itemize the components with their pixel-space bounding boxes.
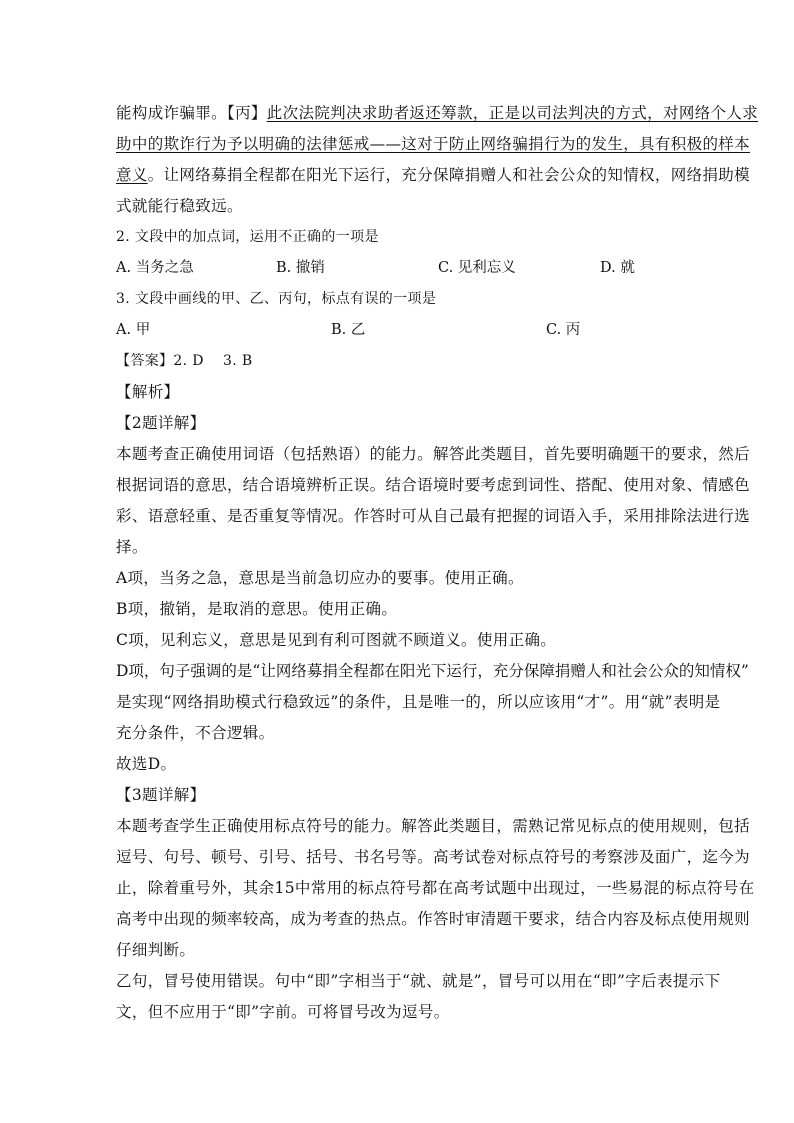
q3-paragraph-line: 止，除着重号外，其余15中常用的标点符号都在高考试题中出现过，一些易混的标点符号在 xyxy=(116,879,755,897)
q3-explanation-line: 乙句，冒号使用错误。句中“即”字相当于“就、就是”，冒号可以用在“即”字后表提示下 xyxy=(116,972,721,990)
q2-paragraph-line: 本题考查正确使用词语（包括熟语）的能力。解答此类题目，首先要明确题干的要求，然后 xyxy=(116,445,751,463)
q3-paragraph-line: 高考中出现的频率较高，成为考查的热点。作答时审清题干要求，结合内容及标点使用规则 xyxy=(116,910,751,928)
q2-paragraph-line: 彩、语意轻重、是否重复等情况。作答时可从自己最有把握的词语入手，采用排除法进行选 xyxy=(116,507,751,525)
passage-text: 。让网络募捐全程都在阳光下运行，充分保障捐赠人和社会公众的知情权，网络捐助模 xyxy=(147,166,751,184)
q2-paragraph-line: 根据词语的意思，结合语境辨析正误。结合语境时要考虑到词性、搭配、使用对象、情感色 xyxy=(116,476,751,494)
passage-line-3 xyxy=(116,160,751,191)
option-c: C. 见利忘义 xyxy=(438,260,516,276)
q2-item-d-line: D项，句子强调的是“让网络募捐全程都在阳光下运行，充分保障捐赠人和社会公众的知情权” xyxy=(116,662,749,680)
q3-detail-heading: 【3题详解】 xyxy=(116,786,206,804)
option-a: A. 当务之急 xyxy=(116,260,194,276)
option-c: C. 丙 xyxy=(546,322,581,338)
underlined-text: 意义 xyxy=(116,166,148,184)
question-3-options xyxy=(116,315,681,346)
q2-item-b: B项，撤销，是取消的意思。使用正确。 xyxy=(116,600,398,618)
q2-item-a: A项，当务之急，意思是当前急切应办的要事。使用正确。 xyxy=(116,569,524,587)
q2-item-d-line: 充分条件，不合逻辑。 xyxy=(116,724,275,742)
question-2-stem: 2. 文段中的加点词，运用不正确的一项是 xyxy=(116,229,379,245)
q2-conclusion: 故选D。 xyxy=(116,755,177,773)
q3-paragraph-line: 逗号、句号、顿号、引号、括号、书名号等。高考试卷对标点符号的考察涉及面广，迄今为 xyxy=(116,848,751,866)
passage-line-1 xyxy=(116,98,759,129)
q2-item-c: C项，见利忘义，意思是见到有利可图就不顾道义。使用正确。 xyxy=(116,631,557,649)
answer-line: 【答案】2. D 3. B xyxy=(116,353,253,369)
q3-explanation-line: 文，但不应用于“即”字前。可将冒号改为逗号。 xyxy=(116,1003,450,1021)
q3-paragraph-line: 仔细判断。 xyxy=(116,941,196,959)
passage-line-2: 助中的欺诈行为予以明确的法律惩戒——这对于防止网络骗捐行为的发生，具有积极的样本 xyxy=(116,135,751,153)
document-page xyxy=(116,98,759,1028)
underlined-sentence-bing: 此次法院判决求助者返还筹款，正是以司法判决的方式，对网络个人求 xyxy=(266,104,759,122)
q2-item-d-line: 是实现“网络捐助模式行稳致远”的条件，且是唯一的，所以应该用“才”。用“就”表明是 xyxy=(116,693,721,711)
option-b: B. 乙 xyxy=(331,322,366,338)
q3-paragraph-line: 本题考查学生正确使用标点符号的能力。解答此类题目，需熟记常见标点的使用规则，包括 xyxy=(116,817,751,835)
passage-line-4: 式就能行稳致远。 xyxy=(116,197,243,215)
option-a: A. 甲 xyxy=(116,322,151,338)
q2-detail-heading: 【2题详解】 xyxy=(116,414,206,432)
question-2-options xyxy=(116,253,681,284)
q2-paragraph-line: 择。 xyxy=(116,538,148,556)
analysis-heading: 【解析】 xyxy=(116,383,180,401)
passage-text: 能构成诈骗罪。【丙】 xyxy=(116,104,267,122)
option-d: D. 就 xyxy=(600,260,635,276)
question-3-stem: 3. 文段中画线的甲、乙、丙句，标点有误的一项是 xyxy=(116,291,437,307)
option-b: B. 撤销 xyxy=(276,260,325,276)
